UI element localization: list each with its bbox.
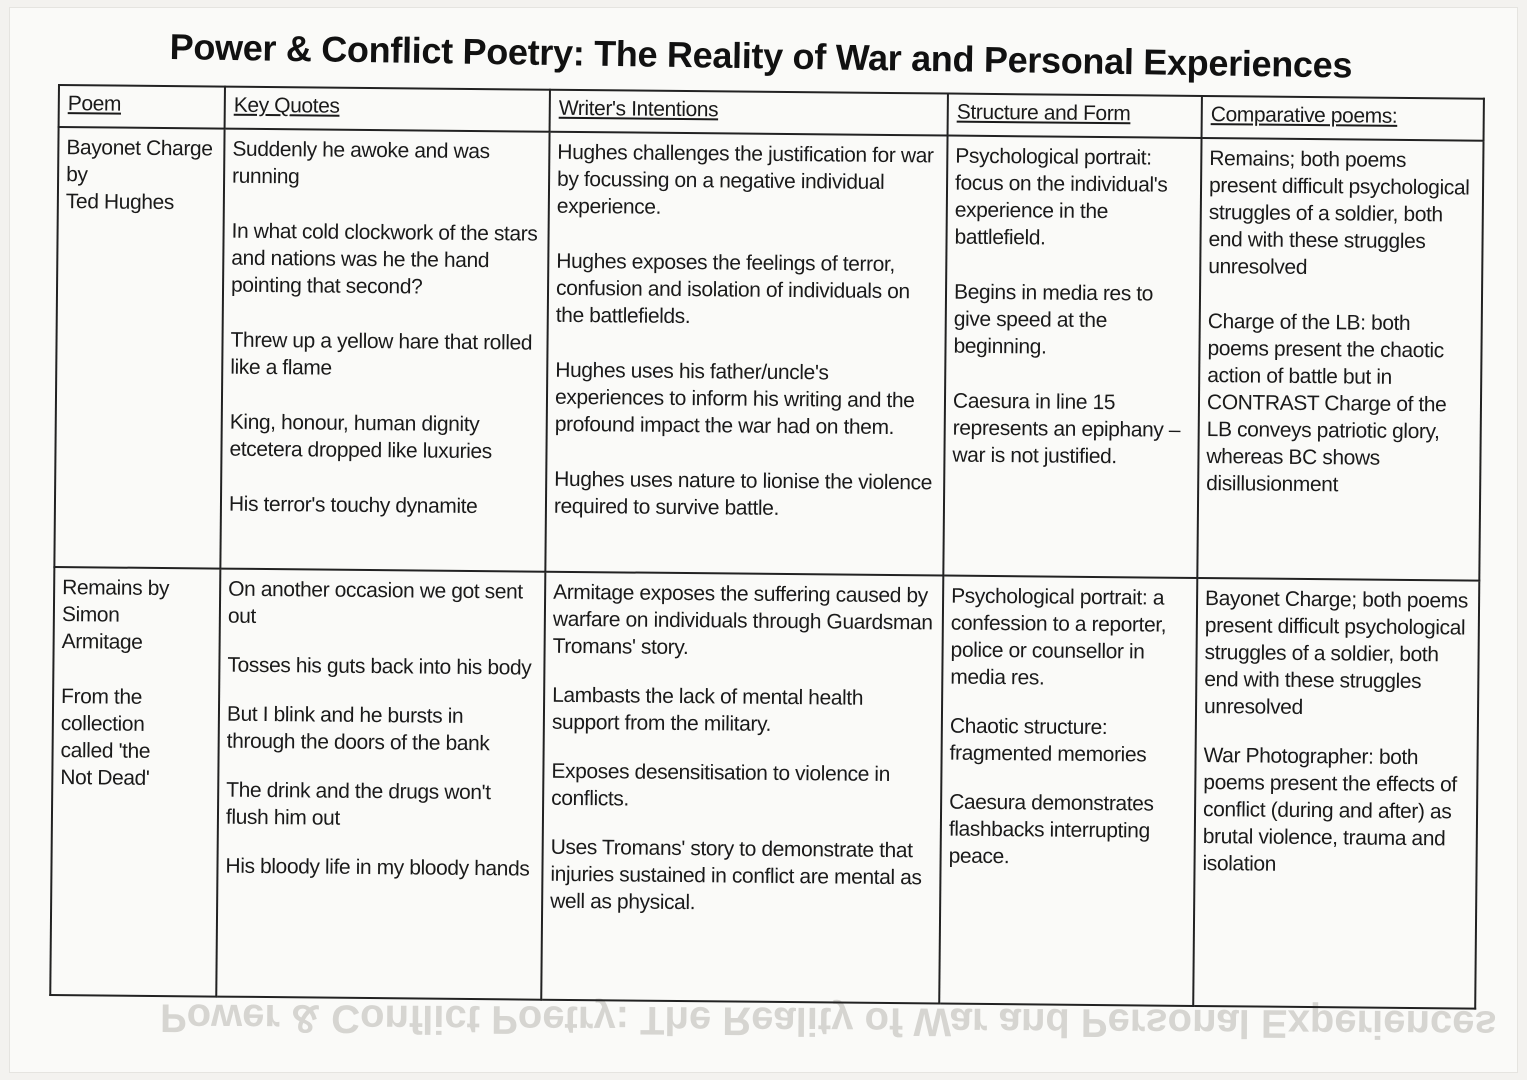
poem-title-line: Bayonet Charge by xyxy=(66,136,213,187)
quote: In what cold clockwork of the stars and nations was he the hand pointing that second? xyxy=(230,219,538,299)
comparative-note: Charge of the LB: both poems present the chaotic action of battle but in CONTRAST Charge of the LB conveys patriotic glory, whereas BC shows disillusionment xyxy=(1206,310,1447,497)
comparative-note: Bayonet Charge; both poems present difficult psychological struggles of a soldier, both end with these struggles unresolved xyxy=(1203,587,1468,719)
quote: Suddenly he awoke and was running xyxy=(232,137,490,189)
poem-author-line: Armitage xyxy=(61,630,143,654)
structure-note: Psychological portrait: focus on the individual's experience in the battlefield. xyxy=(954,144,1168,250)
quote: But I blink and he bursts in through the doors of the bank xyxy=(226,702,490,756)
collection-note: Not Dead' xyxy=(60,766,150,790)
structure-note: Caesura demonstrates flashbacks interrupting peace. xyxy=(948,790,1154,869)
intention: Hughes uses nature to lionise the violence required to survive battle. xyxy=(553,467,933,520)
page-title: Power & Conflict Poetry: The Reality of War and Personal Experiences xyxy=(169,26,1353,86)
intention: Hughes challenges the justification for war by focussing on a negative individual experience. xyxy=(556,140,934,219)
collection-note: called 'the xyxy=(60,739,151,763)
quotes-cell xyxy=(220,129,549,572)
poetry-table xyxy=(49,84,1485,1010)
intention: Exposes desensitisation to violence in conflicts. xyxy=(551,759,891,811)
quotes-cell xyxy=(216,569,545,1000)
poem-cell xyxy=(50,567,220,997)
quote: King, honour, human dignity etcetera dropped like luxuries xyxy=(229,410,492,464)
intentions-cell xyxy=(541,572,943,1004)
poem-cell xyxy=(54,127,224,569)
structure-note: Psychological portrait: a confession to a reporter, police or counsellor in media res. xyxy=(950,584,1167,690)
intention: Lambasts the lack of mental health support from the military. xyxy=(551,683,864,736)
intention: Armitage exposes the suffering caused by warfare on individuals through Guardsman Tromans' story. xyxy=(552,580,933,660)
quote: Tosses his guts back into his body xyxy=(227,653,532,680)
show-through-text: Power & Conflict Poetry: The Reality of War and Personal Experiences xyxy=(159,995,1497,1047)
spacer xyxy=(61,655,211,684)
quote: The drink and the drugs won't flush him out xyxy=(225,778,491,830)
intention: Uses Tromans' story to demonstrate that injuries sustained in conflict are mental as well as physical. xyxy=(550,835,922,915)
collection-note: collection xyxy=(60,712,145,736)
header-comparative-poems: Comparative poems: xyxy=(1202,96,1484,141)
structure-note: Chaotic structure: fragmented memories xyxy=(949,714,1147,767)
table-row-remains xyxy=(50,567,1479,1009)
structure-note: Begins in media res to give speed at the beginning. xyxy=(953,280,1154,359)
header-key-quotes: Key Quotes xyxy=(225,87,550,132)
intentions-cell xyxy=(545,132,947,576)
quote: On another occasion we got sent out xyxy=(227,577,523,628)
poem-author-line: Simon xyxy=(61,603,120,627)
structure-note: Caesura in line 15 represents an epiphany – war is not justified. xyxy=(952,389,1181,469)
poem-author-line: Ted Hughes xyxy=(65,190,175,215)
comparative-cell xyxy=(1193,578,1479,1009)
quote: His bloody life in my bloody hands xyxy=(225,854,530,881)
header-structure-form: Structure and Form xyxy=(948,94,1202,138)
comparative-note: War Photographer: both poems present the effects of conflict (during and after) as brutal violence, trauma and isolation xyxy=(1202,744,1457,876)
header-writers-intentions: Writer's Intentions xyxy=(550,90,948,136)
intention: Hughes exposes the feelings of terror, confusion and isolation of individuals on the battlefields. xyxy=(555,249,910,329)
intention: Hughes uses his father/uncle's experiences to inform his writing and the profound impact the war had on them. xyxy=(554,358,915,440)
quote: Threw up a yellow hare that rolled like a flame xyxy=(230,328,533,380)
structure-cell xyxy=(939,576,1197,1006)
poem-title-line: Remains by xyxy=(62,576,170,601)
comparative-cell xyxy=(1197,138,1483,581)
header-poem: Poem xyxy=(59,85,225,129)
quote: His terror's touchy dynamite xyxy=(228,492,478,519)
structure-cell xyxy=(943,136,1201,578)
collection-note: From the xyxy=(61,685,143,709)
table-row-bayonet-charge xyxy=(54,127,1483,581)
comparative-note: Remains; both poems present difficult psychological struggles of a soldier, both end with these struggles unresolved xyxy=(1208,147,1470,279)
